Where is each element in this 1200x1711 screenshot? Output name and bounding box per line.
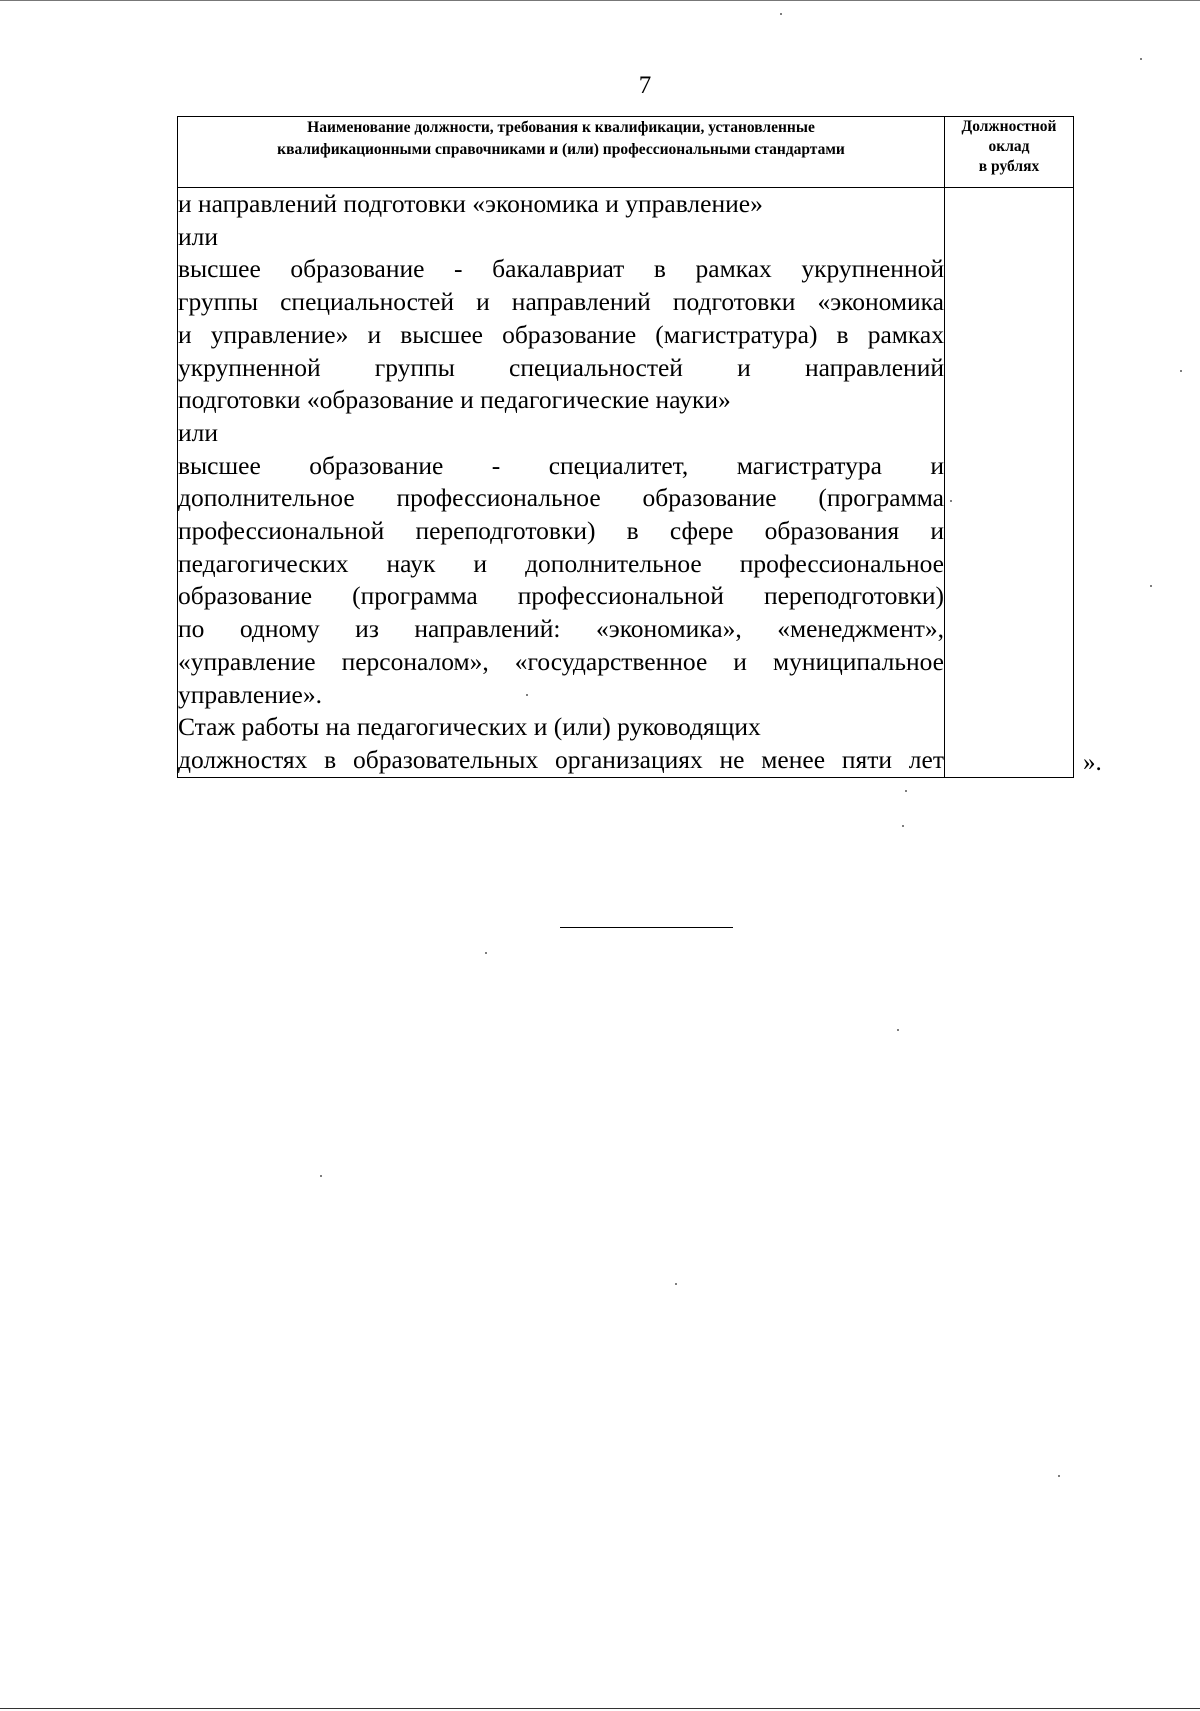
requirement-line: группы специальностей и направлений подготовки «экономика: [178, 287, 944, 317]
requirement-line: управление».: [178, 679, 322, 709]
requirement-line: подготовки «образование и педагогические науки»: [178, 385, 731, 415]
requirement-line: и управление» и высшее образование (магистратура) в рамках: [178, 319, 944, 349]
scan-speck: [897, 1029, 899, 1031]
requirement-line: «управление персоналом», «государственное и муниципальное: [178, 646, 944, 676]
table-header-row: [178, 117, 1074, 188]
requirement-line: педагогических наук и дополнительное профессиональное: [178, 548, 944, 578]
requirement-line: укрупненной группы специальностей и направлений: [178, 352, 944, 382]
header-line: Наименование должности, требования к квалификации, установленные: [307, 119, 815, 136]
requirement-line: дополнительное профессиональное образование (программа: [178, 483, 944, 513]
scan-speck: [1150, 585, 1152, 587]
scan-speck: [905, 790, 907, 792]
requirement-line: или: [178, 221, 219, 251]
requirement-line: профессиональной переподготовки) в сфере образования и: [178, 516, 944, 546]
header-position-requirements: [178, 117, 945, 188]
requirements-text-cell: [178, 188, 945, 778]
closing-quote: ».: [1083, 749, 1102, 776]
header-salary: [945, 117, 1074, 188]
requirement-line: высшее образование - бакалавриат в рамках укрупненной: [178, 254, 944, 284]
requirement-line: образование (программа профессиональной переподготовки): [178, 581, 944, 611]
requirement-line: должностях в образовательных организациях не менее пяти лет: [178, 744, 944, 774]
qualification-table: [177, 116, 1074, 778]
scan-bottom-edge: [0, 1708, 1200, 1709]
requirement-line: Стаж работы на педагогических и (или) руководящих: [178, 712, 761, 742]
scan-top-edge: [0, 0, 1200, 1]
end-of-document-rule: [560, 927, 733, 928]
scan-speck: [675, 1283, 677, 1285]
requirement-line: и направлений подготовки «экономика и управление»: [178, 189, 763, 218]
scan-speck: [1140, 58, 1142, 60]
scan-speck: [526, 694, 528, 696]
page-number: 7: [638, 72, 652, 99]
scan-speck: [1058, 1475, 1060, 1477]
scan-speck: [1180, 370, 1182, 372]
salary-cell: [945, 188, 1074, 778]
header-line: квалификационными справочниками и (или) профессиональными стандартами: [277, 141, 845, 158]
header-line: Должностной: [961, 118, 1057, 135]
scan-speck: [950, 500, 952, 502]
header-line: оклад: [988, 138, 1030, 155]
scan-speck: [780, 13, 782, 15]
requirement-line: высшее образование - специалитет, магистратура и: [178, 450, 944, 480]
requirement-line: или: [178, 417, 219, 447]
scan-speck: [902, 825, 904, 827]
header-line: в рублях: [978, 158, 1040, 175]
table-row: [178, 188, 1074, 778]
scan-speck: [320, 1175, 322, 1177]
scan-speck: [485, 952, 487, 954]
requirement-line: по одному из направлений: «экономика», «менеджмент»,: [178, 614, 944, 644]
